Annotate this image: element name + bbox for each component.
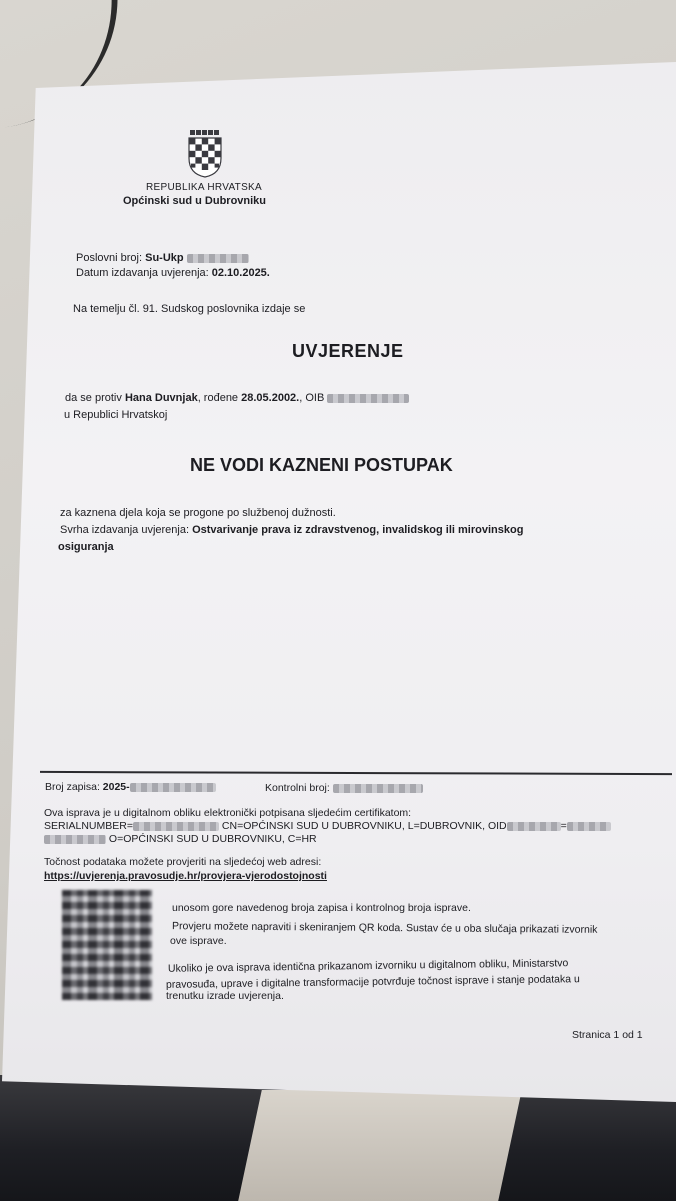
- redacted-oid: [507, 822, 561, 831]
- record-label: Broj zapisa:: [45, 781, 100, 793]
- date-label: Datum izdavanja uvjerenja:: [76, 267, 209, 279]
- born-date: 28.05.2002.: [241, 392, 300, 404]
- redacted-serial: [133, 822, 219, 831]
- org-text: O=OPĆINSKI SUD U DUBROVNIKU, C=HR: [108, 833, 317, 845]
- purpose-value-cont: osiguranja: [58, 541, 114, 553]
- oib-label: , OIB: [299, 392, 325, 404]
- case-value: Su-Ukp: [145, 252, 184, 264]
- croatian-coat-of-arms-icon: [186, 130, 224, 178]
- note-3b: pravosuđa, uprave i digitalne transformacije potvrđuje točnost isprave i stanje podataka u: [165, 973, 580, 991]
- serial-label: SERIALNUMBER=: [44, 820, 133, 832]
- details-line: za kaznena djela koja se progone po službenoj dužnosti.: [60, 507, 336, 519]
- page-number: Stranica 1 od 1: [572, 1029, 643, 1041]
- person-name: Hana Duvnjak: [124, 392, 198, 404]
- equals-sign: =: [560, 820, 567, 832]
- control-label: Kontrolni broj:: [265, 782, 330, 794]
- verify-text: Točnost podataka možete provjeriti na sljedećoj web adresi:: [44, 856, 322, 868]
- cn-text: CN=OPĆINSKI SUD U DUBROVNIKU, L=DUBROVNIK, OID: [221, 820, 507, 832]
- redacted-oid-value: [567, 822, 611, 831]
- note-2b: ove isprave.: [170, 935, 227, 947]
- note-2a: Provjeru možete napraviti i skeniranjem QR koda. Sustav će u oba slučaja prikazati izvornik: [171, 920, 598, 936]
- legal-basis: Na temelju čl. 91. Sudskog poslovnika izdaje se: [73, 303, 306, 315]
- redacted-case-number: [187, 254, 249, 263]
- certificate-line-1: [44, 820, 611, 832]
- record-number-line: [45, 781, 216, 793]
- redacted-cert: [44, 835, 106, 844]
- purpose-label: Svrha izdavanja uvjerenja:: [60, 524, 190, 536]
- signed-text: Ova isprava je u digitalnom obliku elektronički potpisana sljedećim certifikatom:: [44, 807, 412, 819]
- verify-link[interactable]: https://uvjerenja.pravosudje.hr/provjera-vjerodostojnosti: [44, 870, 327, 882]
- certificate-line-2: [44, 833, 317, 845]
- purpose-value: Ostvarivanje prava iz zdravstvenog, invalidskog ili mirovinskog: [192, 524, 524, 536]
- note-3a: Ukoliko je ova isprava identična prikazanom izvorniku u digitalnom obliku, Ministarstvo: [167, 957, 569, 975]
- note-1: unosom gore navedenog broja zapisa i kontrolnog broja isprave.: [172, 902, 471, 914]
- redacted-control: [333, 784, 423, 793]
- born-label: , rođene: [197, 392, 239, 404]
- purpose-line: [60, 524, 523, 536]
- redacted-record: [130, 783, 216, 792]
- date-value: 02.10.2025.: [211, 267, 270, 279]
- control-number-line: [265, 782, 423, 794]
- case-label: Poslovni broj:: [76, 252, 143, 264]
- country-name: REPUBLIKA HRVATSKA: [146, 182, 262, 193]
- note-3c: trenutku izrade uvjerenja.: [166, 990, 284, 1002]
- issue-date-line: [76, 267, 270, 279]
- document-title: UVJERENJE: [292, 341, 404, 361]
- person-intro: da se protiv: [65, 392, 122, 404]
- verdict-heading: NE VODI KAZNENI POSTUPAK: [190, 455, 453, 475]
- court-name: Općinski sud u Dubrovniku: [123, 195, 267, 207]
- redacted-qr-code: [62, 890, 152, 1000]
- redacted-oib: [327, 394, 409, 403]
- residence: u Republici Hrvatskoj: [64, 409, 168, 421]
- case-number-line: [76, 252, 249, 264]
- floor-light: [238, 1090, 522, 1201]
- person-line: [65, 392, 409, 404]
- record-value: 2025-: [102, 781, 130, 793]
